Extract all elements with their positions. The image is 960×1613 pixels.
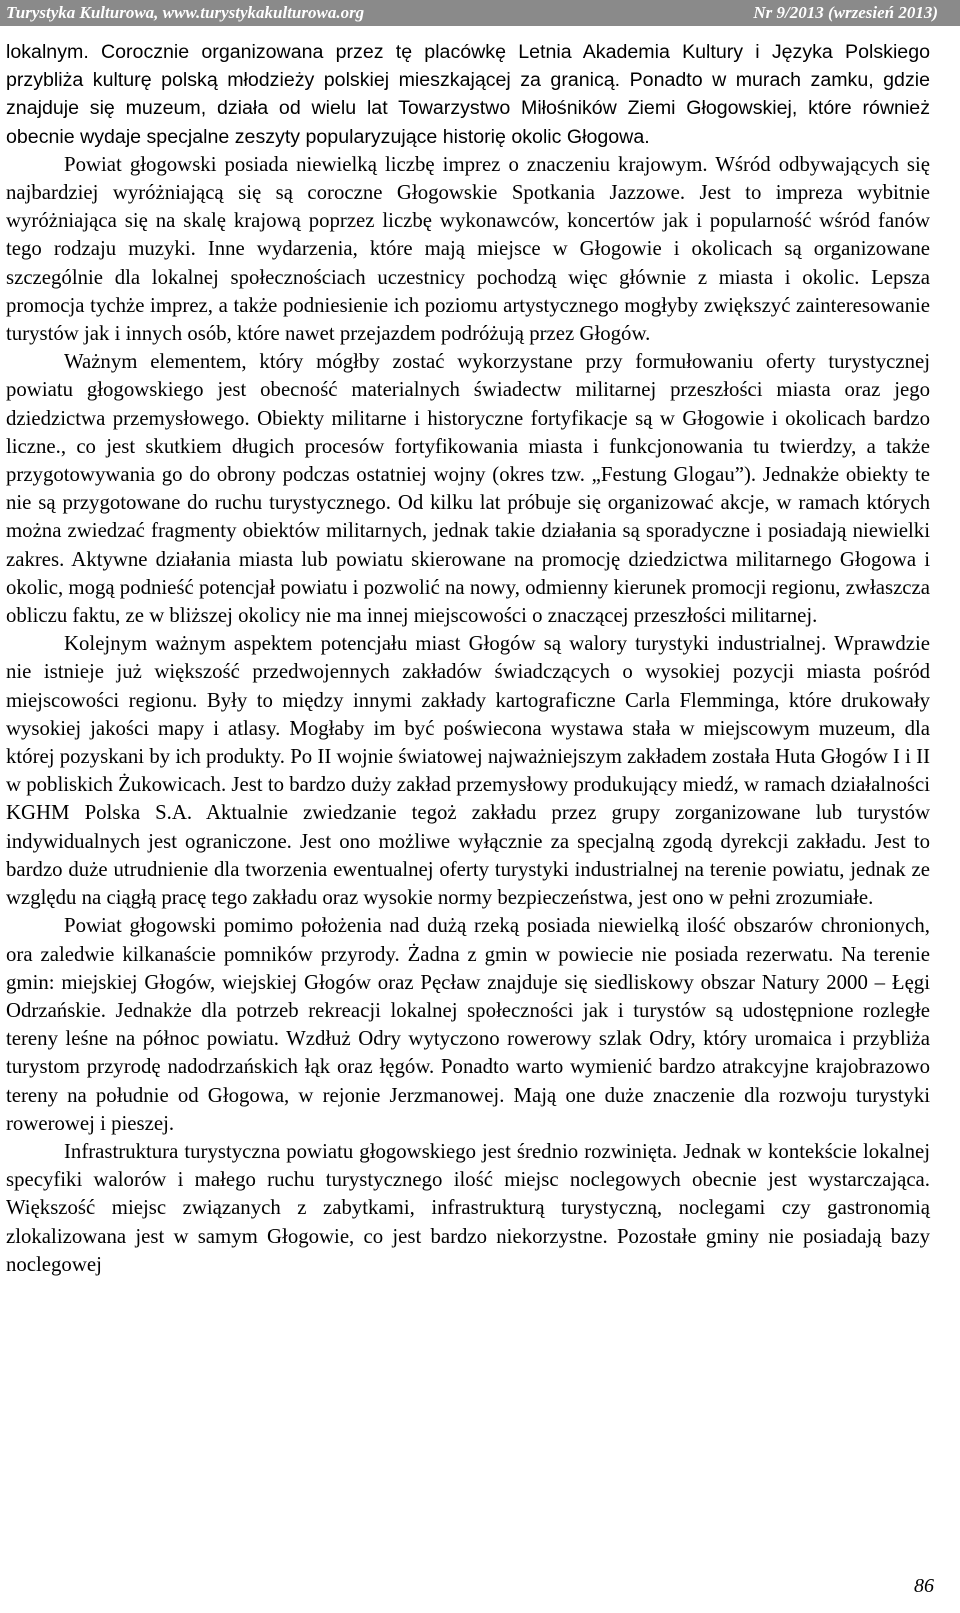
article-body <box>6 38 930 1279</box>
paragraph-text: lokalnym. Corocznie organizowana przez tę placówkę Letnia Akademia Kultury i Języka Polskiego przybliża kulturę polską młodzieży polskiej mieszkającej za granicą. Ponadto w murach zamku, gdzie znajduje się muzeum, działa od wielu lat Towarzystwo Miłośników Ziemi Głogowskiej, które również obecnie wydaje specjalne zeszyty popularyzujące historię okolic Głogowa. <box>6 41 930 148</box>
paragraph-text: Powiat głogowski posiada niewielką liczbę imprez o znaczeniu krajowym. Wśród odbywających się najbardziej wyróżniającą się są coroczne Głogowskie Spotkania Jazzowe. Jest to impreza wybitnie wyróżniająca się na skalę krajową poprzez liczbę wykonawców, koncertów jak i popularność wśród fanów tego rodzaju muzyki. Inne wydarzenia, które mają miejsce w Głogowie i okolicach są organizowane szczególnie dla lokalnej społecznościach uczestnicy pochodzą więc głównie z miasta i okolic. Lepsza promocja tychże imprez, a także podniesienie ich poziomu artystycznego mogłyby zwiększyć zainteresowanie turystów jak i innych osób, które nawet przejazdem podróżują przez Głogów. <box>6 152 930 346</box>
paragraph <box>6 630 930 912</box>
paragraph-text: Powiat głogowski pomimo położenia nad dużą rzeką posiada niewielką ilość obszarów chronionych, ora zaledwie kilkanaście pomników przyrody. Żadna z gmin w powiecie nie posiada rezerwatu. Na terenie gmin: miejskiej Głogów, wiejskiej Głogów oraz Pęcław znajduje się siedliskowy obszar Natury 2000 – Łęgi Odrzańskie. Jednakże dla potrzeb rekreacji lokalnej społeczności jak i turystów są udostępnione rozległe tereny leśne na północ powiatu. Wzdłuż Odry wytyczono rowerowy szlak Odry, który uromaica i przybliża turystom przyrodę nadodrzańskich łąk oraz łęgów. Ponadto warto wymienić bardzo atrakcyjne krajobrazowo tereny na południe od Głogowa, w rejonie Jerzmanowej. Mają one duże znaczenie dla rozwoju turystyki rowerowej i pieszej. <box>6 914 930 1135</box>
paragraph <box>6 38 930 151</box>
running-header <box>0 0 960 26</box>
paragraph-text: Ważnym elementem, który mógłby zostać wykorzystane przy formułowaniu oferty turystycznej powiatu głogowskiego jest obecność materialnych świadectw militarnej przeszłości miasta oraz jego dziedzictwa przemysłowego. Obiekty militarne i historyczne fortyfikacje są w Głogowie i okolicach bardzo liczne., co jest skutkiem długich procesów fortyfikowania miasta i funkcjonowania tu twierdzy, a także przygotowywania go do obrony podczas ostatniej wojny (okres tzw. „Festung Glogau”). Jednakże obiekty te nie są przygotowane do ruchu turystycznego. Od kilku lat próbuje się organizować akcje, w ramach których można zwiedzać fragmenty obiektów militarnych, jednak takie działania są sporadyczne i posiadają niewielki zakres. Aktywne działania miasta lub powiatu skierowane na promocję dziedzictwa militarnego Głogowa i okolic, mogą podnieść potencjał powiatu i pozwolić na nowy, odmienny kierunek promocji regionu, zwłaszcza obliczu faktu, ze w bliższej okolicy nie ma innej miejscowości o znaczącej przeszłości militarnej. <box>6 350 930 628</box>
paragraph <box>6 348 930 630</box>
paragraph-text: Infrastruktura turystyczna powiatu głogowskiego jest średnio rozwinięta. Jednak w kontekście lokalnej specyfiki walorów i małego ruchu turystycznego ilość miejsc noclegowych obecnie jest wystarczająca. Większość miejsc związanych z zabytkami, infrastrukturą turystyczną, noclegami czy gastronomią zlokalizowana jest w samym Głogowie, co jest bardzo niekorzystne. Pozostałe gminy nie posiadają bazy noclegowej <box>6 1139 930 1276</box>
issue-label: Nr 9/2013 (wrzesień 2013) <box>753 3 938 22</box>
journal-title: Turystyka Kulturowa, www.turystykakulturowa.org <box>6 3 365 22</box>
page-number: 86 <box>914 1575 934 1597</box>
paragraph-text: Kolejnym ważnym aspektem potencjału miast Głogów są walory turystyki industrialnej. Wprawdzie nie istnieje już większość przedwojennych zakładów świadczących o wysokiej pozycji miasta pośród miejscowości regionu. Były to między innymi zakłady kartograficzne Carla Flemminga, które drukowały wysokiej jakości mapy i atlasy. Mogłaby im być poświecona wystawa stała w miejscowym muzeum, dla której pozyskani by ich produkty. Po II wojnie światowej najważniejszym zakładem została Huta Głogów I i II w pobliskich Żukowicach. Jest to bardzo duży zakład przemysłowy produkujący miedź, w ramach działalności KGHM Polska S.A. Aktualnie zwiedzanie tegoż zakładu przez grupy zorganizowane lub turystów indywidualnych jest ograniczone. Jest ono możliwe wyłącznie za specjalną zgodą dyrekcji zakładu. Jest to bardzo duże utrudnienie dla tworzenia ewentualnej oferty turystyki industrialnej na terenie powiatu, jednak ze względu na ciągłą pracę tego zakładu oraz wysokie normy bezpieczeństwa, jest ono w pełni zrozumiałe. <box>6 632 930 910</box>
paragraph <box>6 151 930 348</box>
paragraph <box>6 1138 930 1279</box>
paragraph <box>6 912 930 1138</box>
